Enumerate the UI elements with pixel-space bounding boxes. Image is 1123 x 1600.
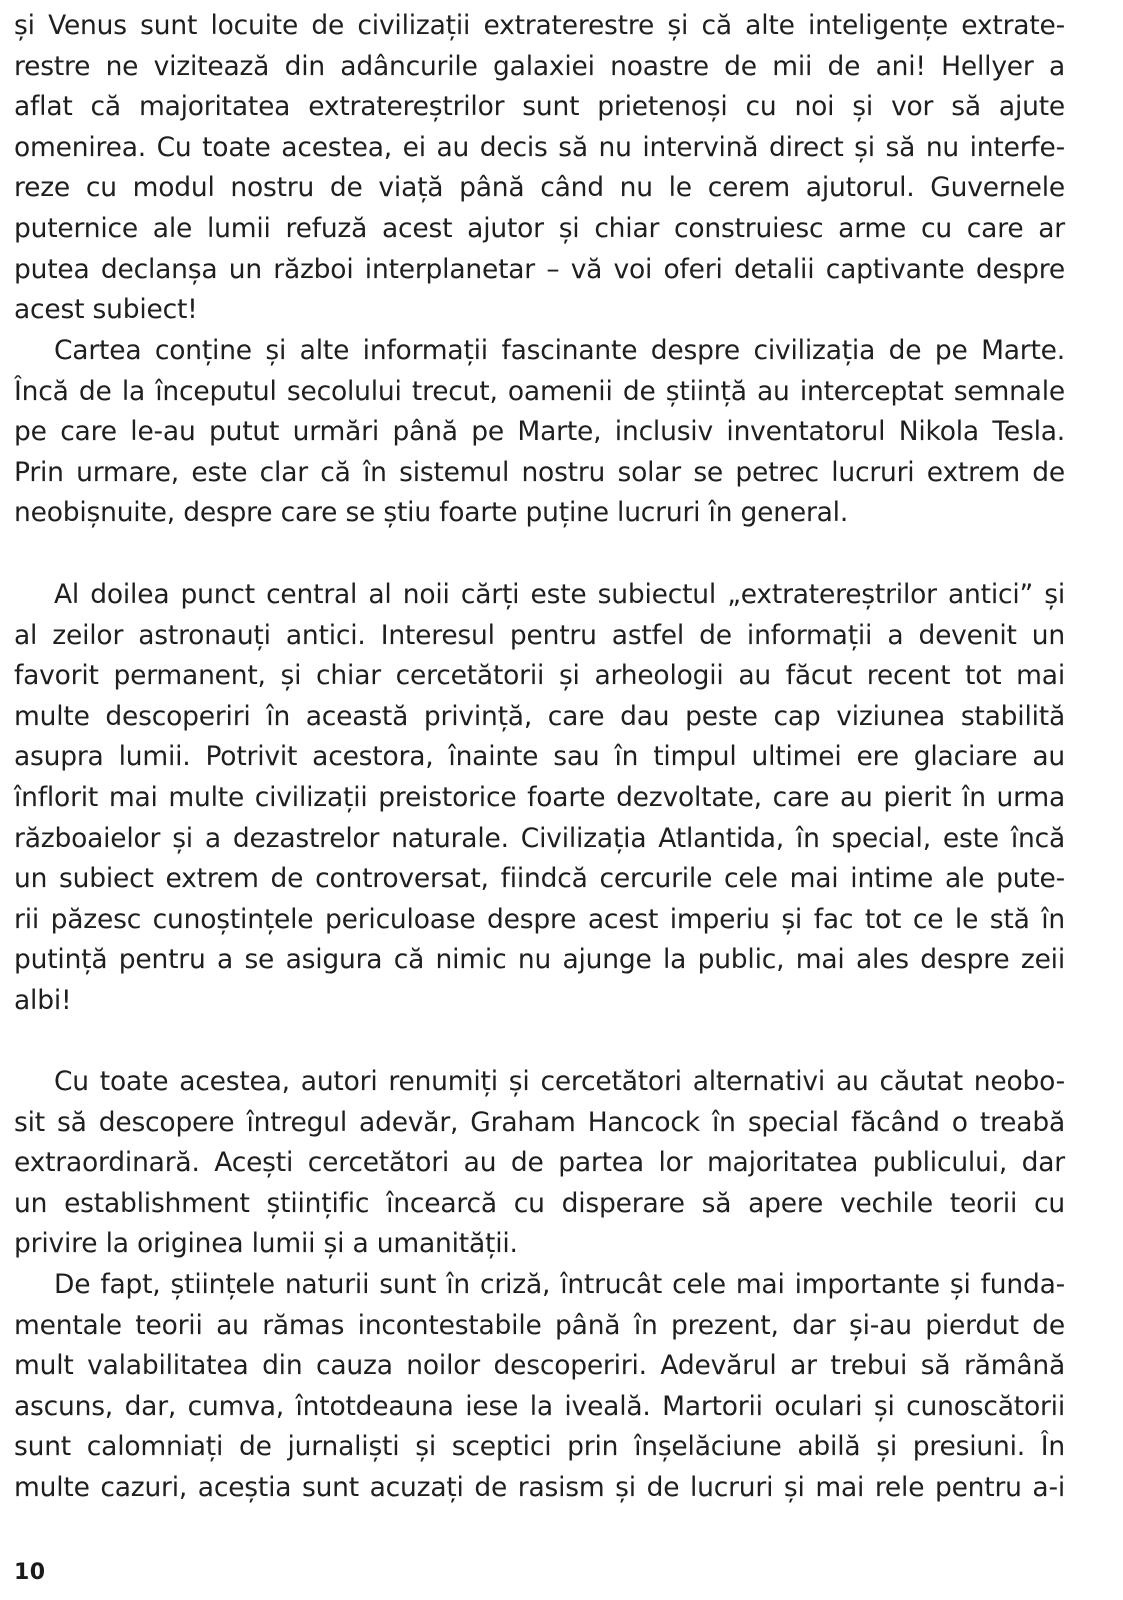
text-line: asupra lumii. Potrivit acestora, înainte sau în timpul ultimei ere glaciare au	[14, 741, 1065, 773]
paragraph-3	[14, 575, 1065, 1022]
text-line: Al doilea punct central al noii cărți este subiectul „extratereștrilor antici” și	[54, 579, 1065, 610]
text-line: puternice ale lumii refuză acest ajutor și chiar construiesc arme cu care ar	[14, 212, 1065, 244]
text-line: favorit permanent, și chiar cercetătorii și arheologii au făcut recent tot mai	[14, 660, 1065, 692]
text-line: extraordinară. Acești cercetători au de partea lor majoritatea publicului, dar	[14, 1147, 1065, 1179]
text-line: războaielor și a dezastrelor naturale. Civilizația Atlantida, în special, este încă	[14, 822, 1065, 854]
text-line: sit să descopere întregul adevăr, Graham Hancock în special făcând o treabă	[14, 1106, 1065, 1138]
text-line: ascuns, dar, cumva, întotdeauna iese la iveală. Martorii oculari și cunoscătorii	[14, 1390, 1065, 1422]
paragraph-1	[14, 6, 1065, 331]
text-line: aflat că majoritatea extratereștrilor sunt prietenoși cu noi și vor să ajute	[14, 91, 1065, 123]
text-line: mentale teorii au rămas incontestabile până în prezent, dar și-au pierdut de	[14, 1309, 1065, 1341]
text-line: sunt calomniați de jurnaliști și sceptici prin înșelăciune abilă și presiuni. În	[14, 1431, 1065, 1463]
text-line: putea declanșa un război interplanetar – vă voi oferi detalii captivante despre	[14, 253, 1065, 285]
text-line: multe cazuri, aceștia sunt acuzați de rasism și de lucruri și mai rele pentru a-i	[14, 1471, 1065, 1503]
text-line: Prin urmare, este clar că în sistemul nostru solar se petrec lucruri extrem de	[14, 456, 1065, 488]
text-line: Încă de la începutul secolului trecut, oamenii de știință au interceptat semnale	[14, 375, 1065, 407]
text-line: rii păzesc cunoștințele periculoase despre acest imperiu și fac tot ce le stă în	[14, 903, 1065, 935]
paragraph-4	[14, 1062, 1065, 1265]
text-line: pe care le-au putut urmări până pe Marte, inclusiv inventatorul Nikola Tesla.	[14, 416, 1065, 448]
text-line: și Venus sunt locuite de civilizații extraterestre și că alte inteligențe extrate-	[14, 10, 1065, 41]
text-line: omenirea. Cu toate acestea, ei au decis să nu intervină direct și să nu interfe-	[14, 131, 1065, 163]
paragraph-2	[14, 331, 1065, 534]
text-line: Cartea conține și alte informații fascinante despre civilizația de pe Marte.	[54, 335, 1065, 366]
book-page	[14, 0, 1065, 1600]
page-number: 10	[14, 1560, 46, 1585]
paragraph-5	[14, 1265, 1065, 1509]
text-line: putință pentru a se asigura că nimic nu ajunge la public, mai ales despre zeii	[14, 944, 1065, 976]
text-line: privire la originea lumii și a umanității.	[14, 1228, 518, 1260]
text-line: De fapt, științele naturii sunt în criză, întrucât cele mai importante și funda-	[54, 1269, 1065, 1300]
text-line: Cu toate acestea, autori renumiți și cercetători alternativi au căutat neobo-	[54, 1066, 1065, 1097]
text-line: un subiect extrem de controversat, fiindcă cercurile cele mai intime ale pute-	[14, 863, 1065, 895]
text-line: albi!	[14, 984, 72, 1016]
text-line: restre ne vizitează din adâncurile galaxiei noastre de mii de ani! Hellyer a	[14, 50, 1065, 82]
text-line: multe descoperiri în această privință, care dau peste cap viziunea stabilită	[14, 700, 1065, 732]
text-line: un establishment științific încearcă cu disperare să apere vechile teorii cu	[14, 1187, 1065, 1219]
text-line: al zeilor astronauți antici. Interesul pentru astfel de informații a devenit un	[14, 619, 1065, 651]
text-line: neobișnuite, despre care se știu foarte puține lucruri în general.	[14, 497, 849, 529]
text-line: înflorit mai multe civilizații preistorice foarte dezvoltate, care au pierit în urma	[14, 781, 1065, 813]
text-line: reze cu modul nostru de viață până când nu le cerem ajutorul. Guvernele	[14, 172, 1065, 204]
text-line: acest subiect!	[14, 294, 198, 326]
text-line: mult valabilitatea din cauza noilor descoperiri. Adevărul ar trebui să rămână	[14, 1350, 1065, 1382]
